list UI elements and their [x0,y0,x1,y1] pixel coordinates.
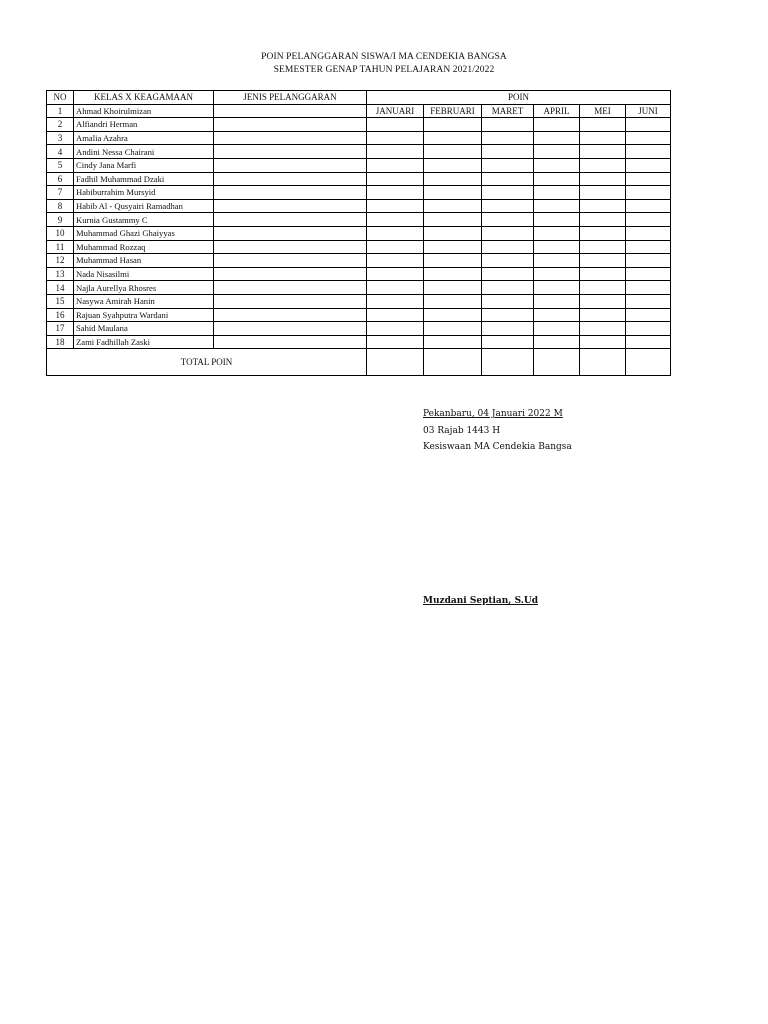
row-number: 18 [47,335,74,349]
points-cell [482,322,534,336]
points-cell [367,172,424,186]
row-number: 14 [47,281,74,295]
points-cell [367,131,424,145]
student-name: Najla Aurellya Rhosres [74,281,214,295]
points-cell [424,199,482,213]
total-points-label: TOTAL POIN [47,349,367,376]
document-subtitle: SEMESTER GENAP TAHUN PELAJARAN 2021/2022 [273,65,495,75]
points-cell [626,186,671,200]
table-row [47,308,671,322]
points-cell [580,172,626,186]
total-points-cell [424,349,482,376]
points-cell [424,267,482,281]
points-cell [424,322,482,336]
row-number: 6 [47,172,74,186]
student-name: Alfiandri Herman [74,118,214,132]
points-cell [534,308,580,322]
header-poin: POIN [367,91,671,105]
points-cell [424,118,482,132]
row-number: 3 [47,131,74,145]
points-cell [534,131,580,145]
student-name: Andini Nessa Chairani [74,145,214,159]
points-cell [534,118,580,132]
signature-office: Kesiswaan MA Cendekia Bangsa [423,442,572,452]
table-row [47,294,671,308]
table-row [47,267,671,281]
points-cell [424,213,482,227]
points-cell [580,118,626,132]
points-cell [534,145,580,159]
violation-type-cell [214,186,367,200]
points-cell [534,254,580,268]
points-cell [482,158,534,172]
points-cell [580,322,626,336]
violation-type-cell [214,199,367,213]
points-cell [626,158,671,172]
points-cell [482,118,534,132]
student-name: Fadhil Muhammad Dzaki [74,172,214,186]
points-cell [367,267,424,281]
student-name: Habiburrahim Mursyid [74,186,214,200]
row-number: 4 [47,145,74,159]
violation-type-cell [214,213,367,227]
points-cell [580,226,626,240]
points-cell [367,226,424,240]
row-number: 10 [47,226,74,240]
student-name: Ahmad Khoirulmizan [74,104,214,118]
points-cell [367,335,424,349]
points-cell [424,186,482,200]
points-cell [367,254,424,268]
table-row [47,131,671,145]
violation-type-cell [214,308,367,322]
month-header-februari: FEBRUARI [424,104,482,118]
student-name: Kurnia Gustammy C [74,213,214,227]
points-cell [580,308,626,322]
violation-type-cell [214,267,367,281]
points-cell [367,199,424,213]
violation-type-cell [214,131,367,145]
points-cell [534,294,580,308]
header-row-1 [47,91,671,105]
row-number: 9 [47,213,74,227]
row-number: 13 [47,267,74,281]
points-cell [482,145,534,159]
total-row [47,349,671,376]
table-row [47,335,671,349]
points-cell [534,226,580,240]
points-cell [580,294,626,308]
points-cell [424,158,482,172]
row-number: 2 [47,118,74,132]
row-number: 11 [47,240,74,254]
points-cell [482,186,534,200]
student-name: Cindy Jana Marfi [74,158,214,172]
table-row [47,172,671,186]
points-cell [580,199,626,213]
row-number: 16 [47,308,74,322]
violation-type-cell [214,281,367,295]
points-cell [580,281,626,295]
table-row [47,254,671,268]
points-cell [534,322,580,336]
points-cell [482,172,534,186]
month-header-juni: JUNI [626,104,671,118]
header-kelas: KELAS X KEAGAMAAN [74,91,214,105]
points-cell [626,267,671,281]
total-points-cell [534,349,580,376]
student-name: Rajuan Syahputra Wardani [74,308,214,322]
points-cell [424,308,482,322]
student-name: Muhammad Ghazi Ghaiyyas [74,226,214,240]
month-header-maret: MARET [482,104,534,118]
signature-place-date: Pekanbaru, 04 Januari 2022 M [423,409,563,419]
points-cell [482,213,534,227]
violation-type-cell [214,145,367,159]
points-cell [580,254,626,268]
points-cell [424,240,482,254]
student-name: Zami Fadhillah Zaski [74,335,214,349]
points-cell [626,240,671,254]
month-header-mei: MEI [580,104,626,118]
student-name: Habib Al - Qusyairi Ramadhan [74,199,214,213]
points-cell [424,226,482,240]
points-cell [482,131,534,145]
points-cell [482,281,534,295]
table-row [47,322,671,336]
points-cell [482,226,534,240]
points-cell [424,281,482,295]
points-cell [626,335,671,349]
points-cell [482,240,534,254]
violation-type-cell [214,294,367,308]
violation-type-cell [214,172,367,186]
points-cell [367,308,424,322]
row-number: 1 [47,104,74,118]
points-cell [534,199,580,213]
points-cell [424,145,482,159]
violation-type-cell [214,104,367,118]
points-cell [580,145,626,159]
row-number: 8 [47,199,74,213]
points-cell [482,335,534,349]
month-header-april: APRIL [534,104,580,118]
row-number: 17 [47,322,74,336]
points-cell [367,186,424,200]
row-number: 15 [47,294,74,308]
violation-type-cell [214,335,367,349]
points-cell [534,186,580,200]
points-cell [367,322,424,336]
violation-points-table [46,90,671,376]
points-cell [482,199,534,213]
table-row [47,213,671,227]
table-row [47,240,671,254]
points-cell [580,213,626,227]
points-cell [367,240,424,254]
points-cell [626,131,671,145]
student-name: Nasywa Amirah Hanin [74,294,214,308]
points-cell [482,267,534,281]
points-cell [367,281,424,295]
signature-signer-name: Muzdani Septian, S.Ud [423,596,539,606]
points-cell [534,240,580,254]
points-cell [424,335,482,349]
points-cell [482,308,534,322]
points-cell [534,281,580,295]
points-cell [580,267,626,281]
points-cell [534,267,580,281]
document-title: POIN PELANGGARAN SISWA/I MA CENDEKIA BANGSA [261,52,507,62]
points-cell [580,158,626,172]
points-cell [626,254,671,268]
points-cell [626,322,671,336]
table-row [47,186,671,200]
points-cell [424,172,482,186]
points-cell [626,145,671,159]
violation-type-cell [214,322,367,336]
student-name: Sahid Maulana [74,322,214,336]
violation-type-cell [214,118,367,132]
points-cell [367,294,424,308]
points-cell [367,145,424,159]
violation-type-cell [214,158,367,172]
points-cell [367,213,424,227]
points-cell [424,131,482,145]
student-rows [47,104,671,376]
row-number: 12 [47,254,74,268]
violation-type-cell [214,226,367,240]
points-cell [626,172,671,186]
points-cell [482,294,534,308]
table-row [47,226,671,240]
points-cell [626,294,671,308]
total-points-cell [626,349,671,376]
points-cell [626,281,671,295]
table-row [47,199,671,213]
table-row [47,104,671,118]
row-number: 5 [47,158,74,172]
points-cell [534,158,580,172]
points-cell [482,254,534,268]
points-cell [534,213,580,227]
points-cell [534,172,580,186]
points-cell [626,308,671,322]
table-row [47,118,671,132]
header-no: NO [47,91,74,105]
table-row [47,145,671,159]
student-name: Amalia Azahra [74,131,214,145]
student-name: Muhammad Hasan [74,254,214,268]
table-row [47,158,671,172]
points-cell [424,294,482,308]
row-number: 7 [47,186,74,200]
points-cell [626,118,671,132]
points-cell [626,226,671,240]
student-name: Nada Nisasilmi [74,267,214,281]
points-cell [534,335,580,349]
points-cell [367,118,424,132]
student-name: Muhammad Rozzaq [74,240,214,254]
points-cell [580,335,626,349]
points-cell [580,131,626,145]
points-cell [580,186,626,200]
total-points-cell [367,349,424,376]
table-row [47,281,671,295]
points-cell [626,213,671,227]
points-cell [424,254,482,268]
violation-type-cell [214,254,367,268]
month-header-januari: JANUARI [367,104,424,118]
points-cell [367,158,424,172]
points-cell [580,240,626,254]
violation-type-cell [214,240,367,254]
total-points-cell [482,349,534,376]
total-points-cell [580,349,626,376]
signature-hijri-date: 03 Rajab 1443 H [423,426,501,436]
points-cell [626,199,671,213]
header-jenis: JENIS PELANGGARAN [214,91,367,105]
